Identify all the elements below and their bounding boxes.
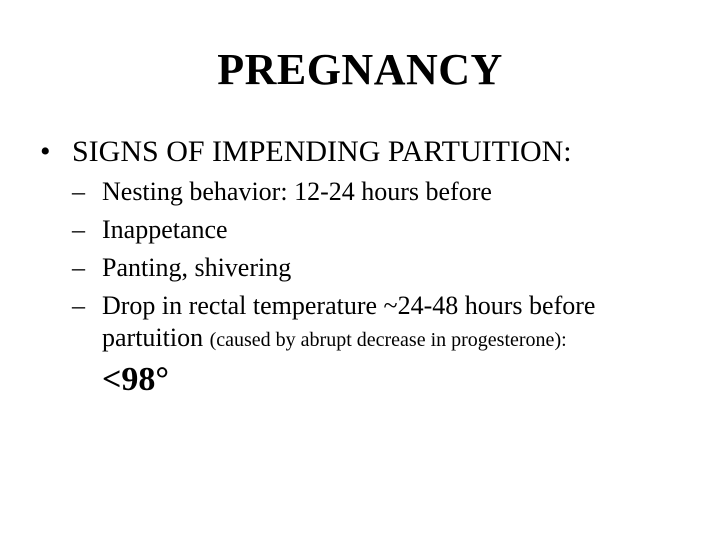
partuition-word: partuition (102, 323, 204, 352)
temperature-threshold: <98° (102, 361, 169, 398)
temperature-line-2 (102, 322, 712, 356)
progesterone-note: (caused by abrupt decrease in progesterone): (209, 329, 567, 351)
main-bullet (40, 134, 572, 170)
bullet-marker: • (40, 135, 51, 168)
sub-bullet-nesting (72, 176, 712, 208)
slide-title: PREGNANCY (217, 45, 503, 94)
main-bullet-text: SIGNS OF IMPENDING PARTUITION: (72, 135, 572, 168)
sub-bullet-list (72, 176, 712, 408)
dash-marker: – (72, 177, 85, 206)
dash-marker: – (72, 291, 85, 320)
sub-bullet-text: Inappetance (102, 215, 228, 244)
temperature-line-1: Drop in rectal temperature ~24-48 hours before (102, 291, 596, 320)
sub-bullet-text: Nesting behavior: 12-24 hours before (102, 177, 492, 206)
sub-bullet-text: Panting, shivering (102, 253, 292, 282)
sub-bullet-panting (72, 252, 712, 284)
sub-bullet-temperature (72, 290, 712, 402)
dash-marker: – (72, 215, 85, 244)
sub-bullet-inappetance (72, 214, 712, 246)
dash-marker: – (72, 253, 85, 282)
